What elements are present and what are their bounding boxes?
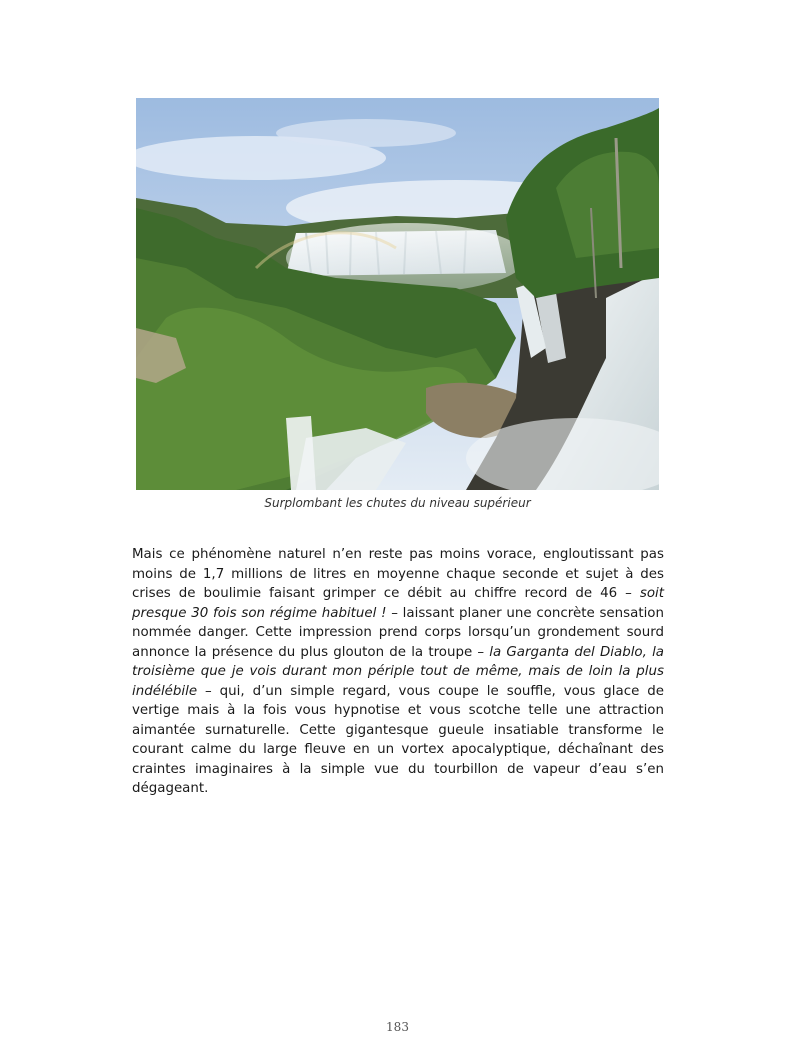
paragraph-text-3: – qui, d’un simple regard, vous coupe le souffle, vous glace de vertige mais à la fois vous hypnotise et vous scotche telle une attraction aimantée surnaturelle. Cette gigantesque gueule insatiable transforme le courant calme du large fleuve en un vortex apocalyptique, déchaînant des craintes imaginaires à la simple vue du tourbillon de vapeur d’eau s’en dégageant. — [132, 683, 664, 796]
paragraph-italic-1: soit presque 30 fois son régime habituel ! — [132, 586, 664, 621]
body-paragraph — [132, 545, 664, 799]
figure-caption: Surplombant les chutes du niveau supérieur — [264, 496, 531, 510]
paragraph-text-1: Mais ce phénomène naturel n’en reste pas moins vorace, engloutissant pas moins de 1,7 millions de litres en moyenne chaque seconde et sujet à des crises de boulimie faisant grimper ce débit au chiffre record de 46 – — [132, 547, 664, 601]
page-number: 183 — [386, 1020, 409, 1034]
waterfall-photo — [136, 98, 659, 490]
paragraph-italic-2: la Garganta del Diablo, la troisième que je vois durant mon périple tout de même, mais de loin la plus indélébile — [132, 644, 664, 699]
paragraph-text-2: – laissant planer une concrète sensation nommée danger. Cette impression prend corps lorsqu’un grondement sourd annonce la présence du plus glouton de la troupe – — [132, 605, 664, 660]
